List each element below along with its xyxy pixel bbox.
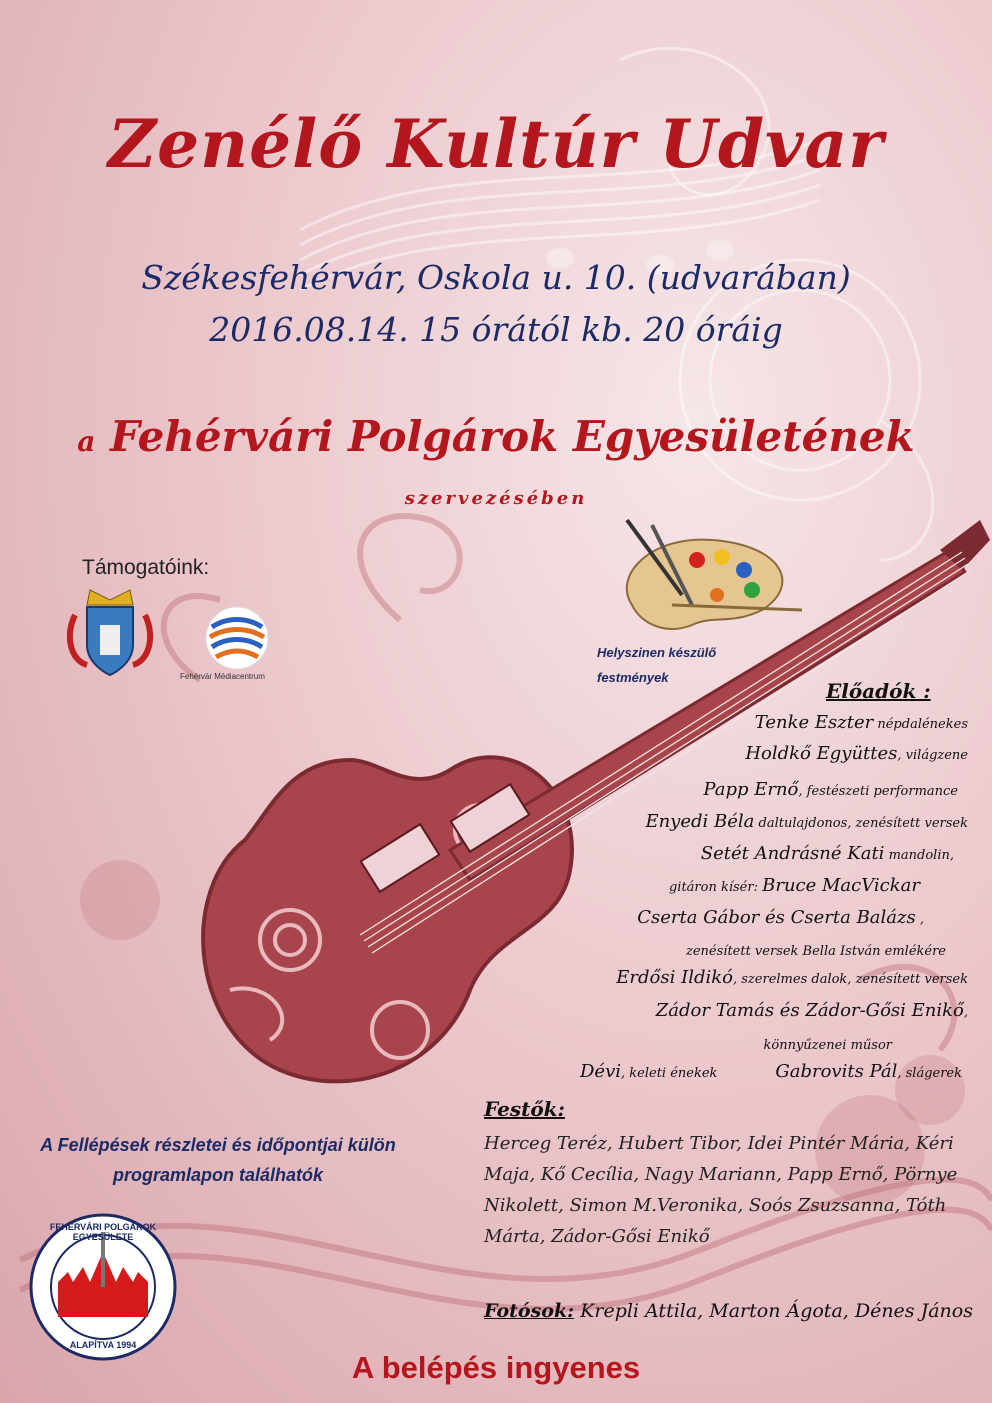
performer-name: Enyedi Béla bbox=[645, 811, 755, 832]
performer-name: Zádor Tamás és Zádor-Gősi Enikő bbox=[655, 1000, 964, 1021]
painters-heading: Festők: bbox=[484, 1097, 565, 1121]
mediacentrum-caption: Fehérvár Médiacentrum bbox=[180, 672, 265, 681]
performers-heading: Előadók : bbox=[826, 679, 931, 703]
painters-list: Herceg Teréz, Hubert Tibor, Idei Pintér Mária, Kéri Maja, Kő Cecília, Nagy Mariann, Papp Ernő, Pörnye Nikolett, Simon M.Veronika, Soós Zsuzsanna, Tóth Márta, Zádor-Gősi Enikő bbox=[484, 1133, 958, 1247]
mediacentrum-logo bbox=[202, 605, 272, 671]
photographers bbox=[484, 1300, 973, 1322]
organizer-prefix: a bbox=[77, 425, 96, 458]
organizer-name: Fehérvári Polgárok Egyesületének bbox=[110, 412, 915, 461]
event-address: Székesfehérvár, Oskola u. 10. (udvarában) bbox=[141, 258, 851, 297]
performer-line bbox=[686, 939, 946, 960]
performer-line bbox=[775, 1061, 962, 1082]
performer-line bbox=[645, 811, 968, 832]
performer-note: , festészeti performance bbox=[798, 784, 958, 799]
performer-line bbox=[701, 843, 954, 864]
performer-line bbox=[637, 907, 924, 928]
performer-line bbox=[764, 1033, 892, 1054]
performer-note: , keleti énekek bbox=[621, 1066, 718, 1081]
performer-note: , bbox=[915, 912, 924, 927]
organizer-suffix: szervezésében bbox=[404, 488, 588, 509]
logo-ring-text: FEHÉRVÁRI POLGÁROK EGYESÜLETE bbox=[49, 1222, 157, 1242]
performer-note: , világzene bbox=[897, 748, 968, 763]
painting-caption-line1: Helyszinen készülő bbox=[597, 645, 717, 660]
performer-line bbox=[669, 875, 920, 896]
performer-line bbox=[656, 1000, 968, 1021]
sponsors-label: Támogatóink: bbox=[82, 556, 210, 579]
photographers-heading: Fotósok: bbox=[484, 1300, 575, 1322]
performer-note: , bbox=[963, 1005, 968, 1020]
performer-name: Setét Andrásné Kati bbox=[700, 843, 885, 864]
organizer bbox=[0, 412, 992, 461]
performer-note: , szerelmes dalok, zenésített versek bbox=[733, 972, 968, 987]
photographers-names: Krepli Attila, Marton Ágota, Dénes János bbox=[580, 1300, 973, 1322]
performer-name: Cserta Gábor és Cserta Balázs bbox=[637, 907, 916, 928]
performer-note: gitáron kísér: bbox=[668, 880, 763, 895]
performer-note: , slágerek bbox=[897, 1066, 962, 1081]
performer-note: zenésített versek Bella István emlékére bbox=[686, 944, 946, 959]
performer-line bbox=[580, 1061, 717, 1082]
free-entry: A belépés ingyenes bbox=[351, 1350, 641, 1385]
logo-founded-text: ALAPÍTVA 1994 bbox=[69, 1340, 137, 1350]
performer-note: népdalénekes bbox=[873, 717, 968, 732]
performer-name: Tenke Eszter bbox=[754, 712, 874, 733]
palette-icon bbox=[612, 515, 812, 635]
performer-name: Holdkő Együttes bbox=[745, 743, 898, 764]
performer-name: Bruce MacVickar bbox=[762, 875, 920, 896]
painting-caption bbox=[597, 640, 716, 690]
painting-caption-line2: festmények bbox=[597, 670, 669, 685]
performer-name: Gabrovits Pál bbox=[775, 1061, 898, 1082]
performer-line bbox=[616, 967, 968, 988]
performer-name: Papp Ernő bbox=[703, 779, 799, 800]
event-title: Zenélő Kultúr Udvar bbox=[107, 105, 884, 183]
performer-line bbox=[745, 743, 968, 764]
performer-line bbox=[703, 779, 958, 800]
performer-note: daltulajdonos, zenésített versek bbox=[754, 816, 968, 831]
performer-note: mandolin, bbox=[884, 848, 954, 863]
city-coat-of-arms bbox=[65, 585, 155, 680]
performer-name: Erdősi Ildikó bbox=[616, 967, 733, 988]
program-details-note: A Fellépések részletei és időpontjai külön programlapon találhatók bbox=[40, 1135, 396, 1185]
performer-note: könnyűzenei műsor bbox=[763, 1038, 892, 1053]
event-datetime: 2016.08.14. 15 órától kb. 20 óráig bbox=[209, 310, 783, 349]
performer-name: Dévi bbox=[580, 1061, 622, 1082]
performer-line bbox=[755, 712, 968, 733]
